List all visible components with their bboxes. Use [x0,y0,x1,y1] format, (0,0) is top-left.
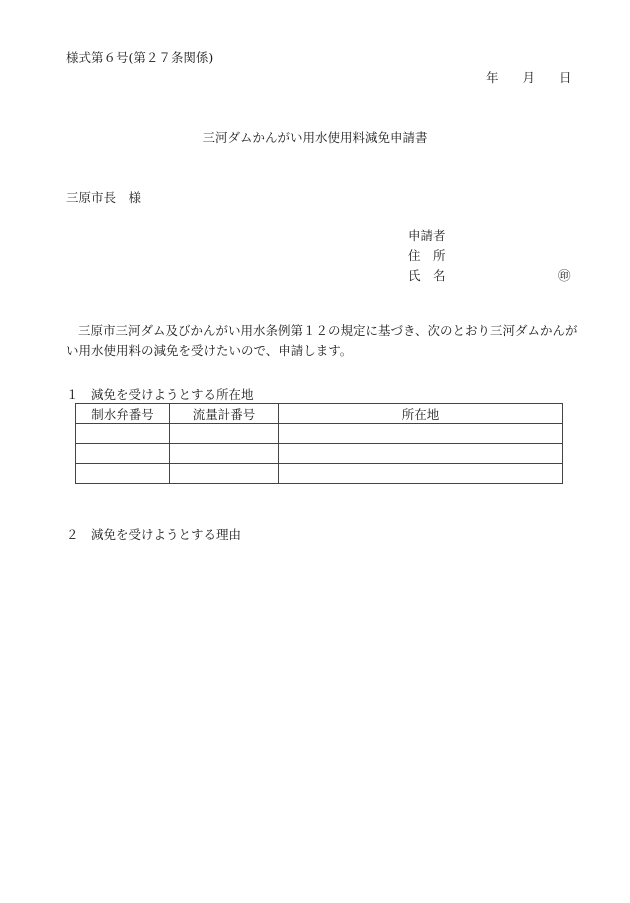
date-month-label: 月 [522,70,536,85]
table-cell[interactable] [170,464,279,484]
seal-mark: ㊞ [558,268,571,283]
table-cell[interactable] [76,424,170,444]
column-header-location: 所在地 [279,404,563,424]
applicant-block [408,226,446,286]
column-header-meter-number: 流量計番号 [170,404,279,424]
date-line [486,68,572,86]
table-row [76,424,563,444]
name-label: 氏 名 [408,268,446,283]
table-cell[interactable] [76,464,170,484]
table-row [76,464,563,484]
table-cell[interactable] [279,424,563,444]
date-year-label: 年 [486,70,499,85]
table-cell[interactable] [279,464,563,484]
section2-heading: ２ 減免を受けようとする理由 [66,527,242,542]
document-title: 三河ダムかんがい用水使用料減免申請書 [202,130,428,145]
table-cell[interactable] [170,444,279,464]
table-row [76,444,563,464]
table-cell[interactable] [170,424,279,444]
table-header-row [76,404,563,424]
section1-heading: １ 減免を受けようとする所在地 [66,387,254,402]
date-day-label: 日 [559,70,572,85]
body-paragraph: 三原市三河ダム及びかんがい用水条例第１２の規定に基づき、次のとおり三河ダムかんがい用水使用料の減免を受けたいので、申請します。 [66,323,578,358]
form-number: 様式第６号(第２７条関係) [66,50,214,65]
address-label: 住 所 [408,248,446,263]
table-cell[interactable] [279,444,563,464]
table-cell[interactable] [76,444,170,464]
applicant-label: 申請者 [408,228,446,243]
location-table [75,403,563,484]
addressee: 三原市長 様 [66,190,142,205]
column-header-valve-number: 制水弁番号 [76,404,170,424]
